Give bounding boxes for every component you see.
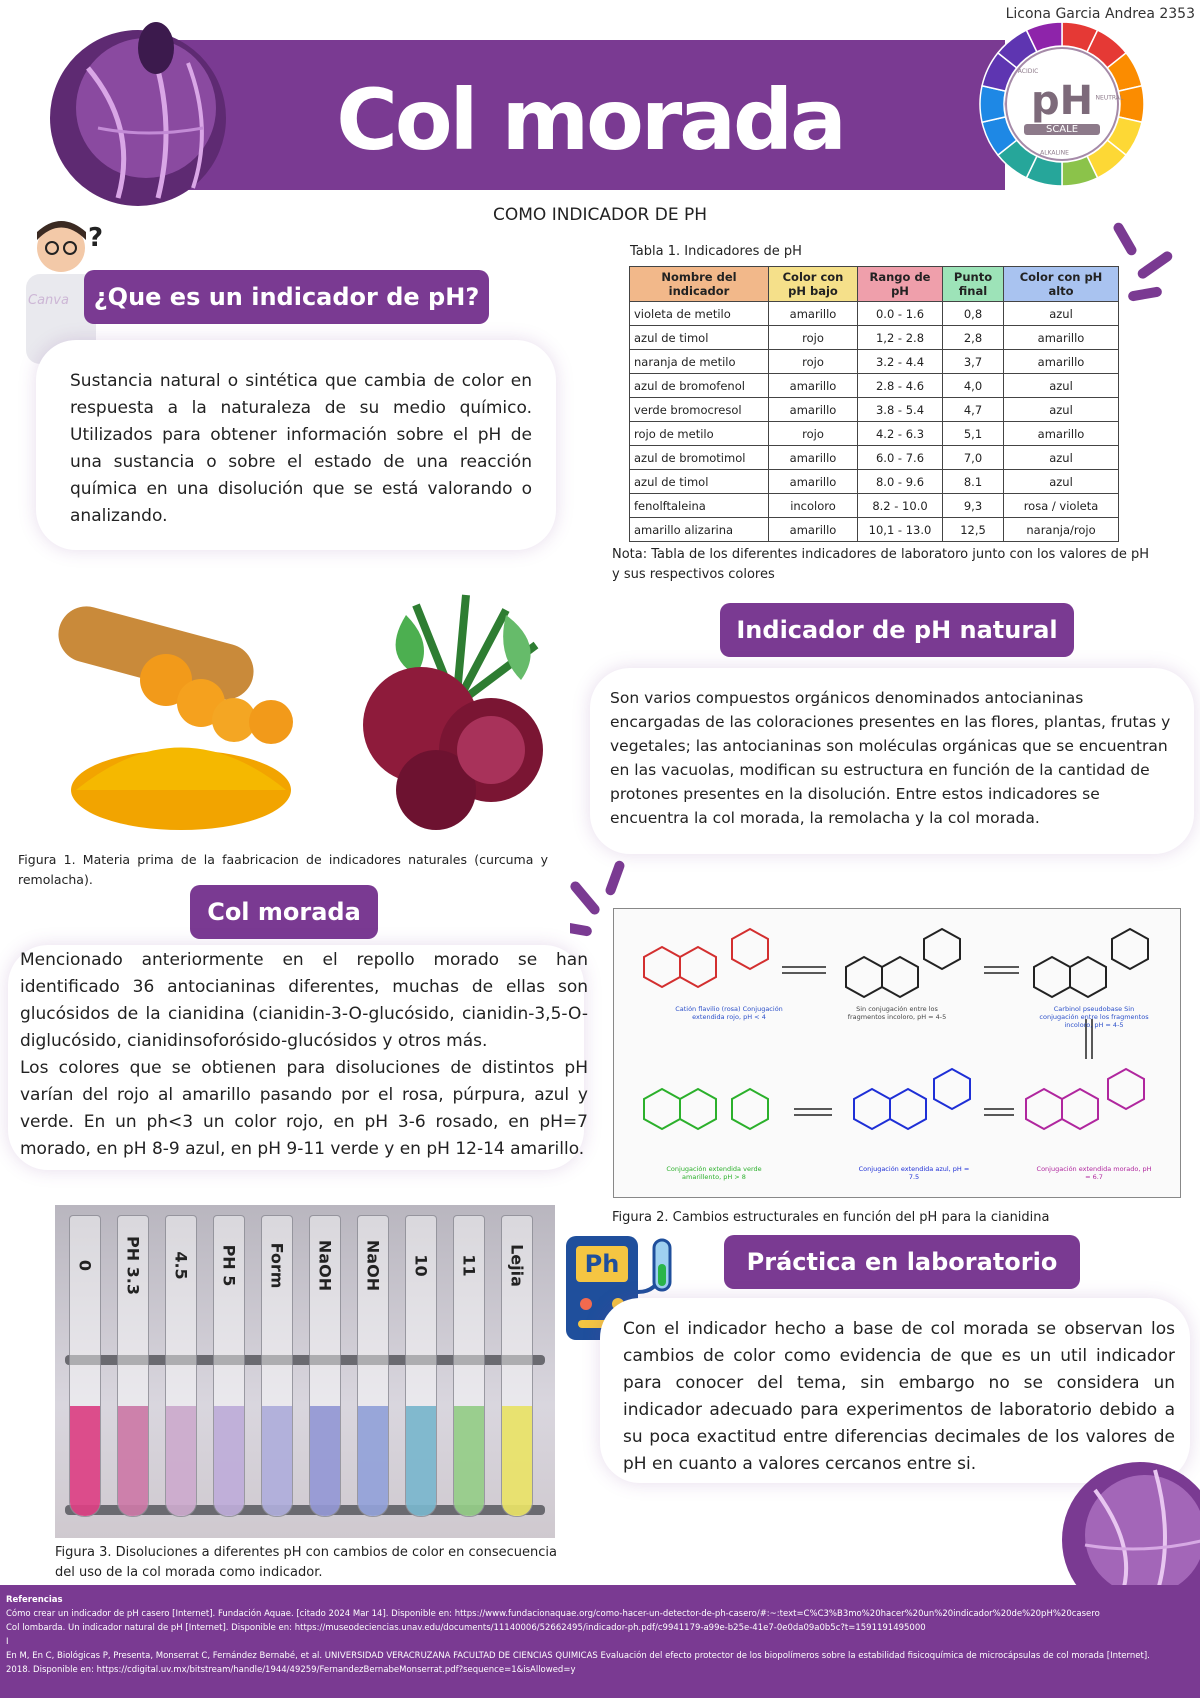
table-row [630,446,1119,470]
cyanidin-molecules-diagram [614,909,1180,1197]
table-cell: azul [1004,470,1119,494]
table-cell: azul de timol [630,326,769,350]
table-cell: 3,7 [943,350,1004,374]
table-cell: 10,1 - 13.0 [858,518,943,542]
lab-practice-text: Con el indicador hecho a base de col morada se observan los cambios de color como evidencia de que es un util indicador para conocer del tema, sin embargo no se considera un indicador adecuado para experimentos de laboratorio debido a su poca exactitud entre diferencias decimales de los valores de pH en cuanto a valores cercanos entre si. [623,1319,1175,1474]
test-tube [117,1215,149,1517]
table-header: Color con pH alto [1004,267,1119,302]
ph-wheel-segment [980,86,1005,122]
table-cell: rojo [769,422,858,446]
table-row [630,326,1119,350]
table-cell: naranja/rojo [1004,518,1119,542]
tube-liquid [502,1406,532,1516]
col-morada-bubble [8,945,588,1170]
structure-label: Conjugación extendida morado, pH = 6.7 [1036,1165,1152,1181]
table-header: Nombre del indicador [630,267,769,302]
figure1-caption: Figura 1. Materia prima de la faabricacion de indicadores naturales (curcuma y remolacha). [18,852,548,887]
ph-badge-text: pH [1030,78,1094,124]
table-row [630,470,1119,494]
table-cell: azul de bromotimol [630,446,769,470]
col-morada-text-2: Los colores que se obtienen para disoluciones de distintos pH varían del rojo al amarillo pasando por el rosa, púrpura, azul y verde. En un ph<3 un color rojo, en pH 3-6 rosado, en pH=7 morado, en pH 8-9 azul, en pH 9-11 verde y en pH 12-14 amarillo. [20,1058,588,1159]
table-cell: azul [1004,398,1119,422]
table-cell: rojo [769,350,858,374]
tube-liquid [166,1406,196,1516]
test-tube [405,1215,437,1517]
canva-watermark: Canva [28,293,69,308]
table-cell: 0.0 - 1.6 [858,302,943,326]
table-cell: amarillo [769,374,858,398]
structure-label: Conjugación extendida azul, pH = 7.5 [858,1165,970,1181]
structure-label: Carbinol pseudobase Sin conjugación entre los fragmentos incoloro, pH = 4-5 [1039,1005,1149,1029]
table-cell: rojo de metilo [630,422,769,446]
table-cell: azul de timol [630,470,769,494]
tube-label: Form [267,1242,287,1289]
test-tube [453,1215,485,1517]
table-cell: amarillo [769,398,858,422]
test-tube [69,1215,101,1517]
ph-scale-wheel [978,20,1146,188]
tube-liquid [454,1406,484,1516]
table-cell: azul de bromofenol [630,374,769,398]
reference-item: 2018. Disponible en: https://cdigital.uv.mx/bitstream/handle/1944/49259/FernandezBernabeMonserrat.pdf?sequence=1&isAllowed=y [6,1665,576,1675]
table-cell: violeta de metilo [630,302,769,326]
natural-indicator-text: Son varios compuestos orgánicos denominados antocianinas encargadas de las coloraciones presentes en las flores, plantas, frutas y vegetales; las antocianinas son moléculas orgánicas que se encuentran en las vacuolas, modifican su estructura en función de la cantidad de protones presentes en la disolución. Entre estos indicadores se encuentra la col morada, la remolacha y la col morada. [610,689,1171,827]
test-tube [261,1215,293,1517]
table-cell: 8.0 - 9.6 [858,470,943,494]
table-cell: amarillo [769,302,858,326]
table-row [630,422,1119,446]
test-tube [213,1215,245,1517]
table-row [630,494,1119,518]
structure-label: Catión flavilio (rosa) Conjugación extendida rojo, pH < 4 [675,1005,783,1021]
table-cell: azul [1004,446,1119,470]
table-cell: amarillo alizarina [630,518,769,542]
table-cell: 3.2 - 4.4 [858,350,943,374]
table-cell: 12,5 [943,518,1004,542]
table-cell: 8.2 - 10.0 [858,494,943,518]
table-cell: 0,8 [943,302,1004,326]
table-cell: amarillo [1004,422,1119,446]
table-cell: 9,3 [943,494,1004,518]
table-row [630,518,1119,542]
table-cell: 4.2 - 6.3 [858,422,943,446]
ph-wheel-segment [1119,86,1144,122]
table-cell: amarillo [1004,350,1119,374]
table-cell: rosa / violeta [1004,494,1119,518]
structure-label: Sin conjugación entre los fragmentos incoloro, pH = 4-5 [847,1005,947,1021]
tube-liquid [214,1406,244,1516]
indicator-bubble [36,340,556,550]
table-cell: verde bromocresol [630,398,769,422]
table-cell: 4,7 [943,398,1004,422]
table-row [630,302,1119,326]
table-cell: 4,0 [943,374,1004,398]
table-cell: 7,0 [943,446,1004,470]
table1-title: Tabla 1. Indicadores de pH [630,244,802,259]
tube-liquid [310,1406,340,1516]
table-cell: incoloro [769,494,858,518]
reference-item: En M, En C, Biológicas P, Presenta, Monserrat C, Fernández Bernabé, et al. UNIVERSIDAD VERACRUZANA FACULTAD DE CIENCIAS QUIMICAS Evaluación del efecto protector de los biopolímeros sobre la estabilidad fisicoquímica de microcápsulas de col morada [Internet]. [6,1651,1150,1661]
table-cell: fenolftaleina [630,494,769,518]
tube-label: 11 [459,1254,479,1277]
table1-note: Nota: Tabla de los diferentes indicadores de laboratoro junto con los valores de pH y sus respectivos colores [612,547,1150,582]
table-cell: 3.8 - 5.4 [858,398,943,422]
table-cell: amarillo [1004,326,1119,350]
tube-liquid [70,1406,100,1516]
test-tube [165,1215,197,1517]
svg-text:?: ? [88,223,104,253]
ph-meter-label: Ph [584,1250,620,1278]
ph-ring-label: NEUTRAL [1095,94,1124,102]
table-header: Rango de pH [858,267,943,302]
purple-cabbage-illustration [1045,1450,1200,1595]
table-cell: 1,2 - 2.8 [858,326,943,350]
lab-practice-heading: Práctica en laboratorio [724,1235,1080,1289]
table-cell: azul [1004,302,1119,326]
page-subtitle: COMO INDICADOR DE PH [493,205,707,225]
table-row [630,350,1119,374]
table-cell: amarillo [769,518,858,542]
tube-label: Lejia [507,1244,527,1287]
table-header: Color con pH bajo [769,267,858,302]
test-tube [501,1215,533,1517]
test-tubes-photo [55,1205,555,1538]
tube-label: 4.5 [171,1251,191,1280]
test-tube [309,1215,341,1517]
col-morada-heading: Col morada [190,885,378,939]
table-cell: 5,1 [943,422,1004,446]
tube-label: NaOH [363,1239,383,1292]
test-tube [357,1215,389,1517]
table-cell: 2,8 [943,326,1004,350]
reference-item: I [6,1637,9,1647]
table-cell: rojo [769,326,858,350]
tube-liquid [262,1406,292,1516]
table-cell: 2.8 - 4.6 [858,374,943,398]
ph-ring-label: ALKALINE [1040,149,1069,157]
tube-label: PH 5 [219,1244,239,1287]
decorative-slashes-icon [1110,215,1190,305]
natural-indicator-bubble [590,668,1194,854]
natural-indicator-heading: Indicador de pH natural [720,603,1074,657]
page-title: Col morada [336,71,844,169]
table-cell: naranja de metilo [630,350,769,374]
author-name: Licona Garcia Andrea 2353 [1005,6,1195,22]
table-cell: amarillo [769,470,858,494]
indicator-text: Sustancia natural o sintética que cambia de color en respuesta a la naturaleza de su medio químico. Utilizados para obtener información sobre el pH de una sustancia o sobre el estado de una reacción química en una disolución que se está valorando o analizando. [70,371,532,526]
ph-badge-subtext: SCALE [1024,124,1100,135]
table1-container [629,266,1119,542]
ph-ring-label: ACIDIC [1017,68,1039,76]
indicators-table [629,266,1119,542]
tube-label: 10 [411,1254,431,1277]
table-cell: 8.1 [943,470,1004,494]
references-title: Referencias [6,1595,63,1605]
table-row [630,398,1119,422]
tube-label: 0 [75,1259,95,1272]
indicator-heading: ¿Que es un indicador de pH? [84,270,489,324]
figure3-caption: Figura 3. Disoluciones a diferentes pH con cambios de color en consecuencia del uso de la col morada como indicador. [55,1545,557,1580]
tube-liquid [406,1406,436,1516]
cyanidin-structures-figure [613,908,1181,1198]
structure-label: Conjugación extendida verde amarillento, pH > 8 [666,1165,762,1181]
tube-liquid [118,1406,148,1516]
table-cell: azul [1004,374,1119,398]
table-row [630,374,1119,398]
table-header: Punto final [943,267,1004,302]
tube-label: NaOH [315,1239,335,1292]
reference-item: Col lombarda. Un indicador natural de pH [Internet]. Disponible en: https://museodeciencias.unav.edu/documents/11140006/52662495/indicador-ph.pdf/c9941179-a99e-b25e-41e7-0e0da09a0b5c?t=1591191495000 [6,1623,926,1633]
turmeric-beet-image [36,585,556,830]
table-cell: 6.0 - 7.6 [858,446,943,470]
references-footer [0,1585,1200,1698]
tube-label: PH 3.3 [123,1235,143,1296]
table-cell: amarillo [769,446,858,470]
reference-item: Cómo crear un indicador de pH casero [Internet]. Fundación Aquae. [citado 2024 Mar 14]. Disponible en: https://www.fundacionaquae.org/como-hacer-un-detector-de-ph-casero/#:~:text=C%C3%B3mo%20hacer%20un%20indicador%20de%20pH%20casero [6,1609,1100,1619]
figure2-caption: Figura 2. Cambios estructurales en función del pH para la cianidina [612,1210,1050,1225]
col-morada-text-1: Mencionado anteriormente en el repollo morado se han identificado 36 antocianinas diferentes, muchas de ellas son glucósidos de la cianidina (cianidin-3-O-glucósido, cianidin-3,5-O-diglucósido, cianidinsoforósido-glucósidos y otros más. [20,950,588,1051]
tube-liquid [358,1406,388,1516]
